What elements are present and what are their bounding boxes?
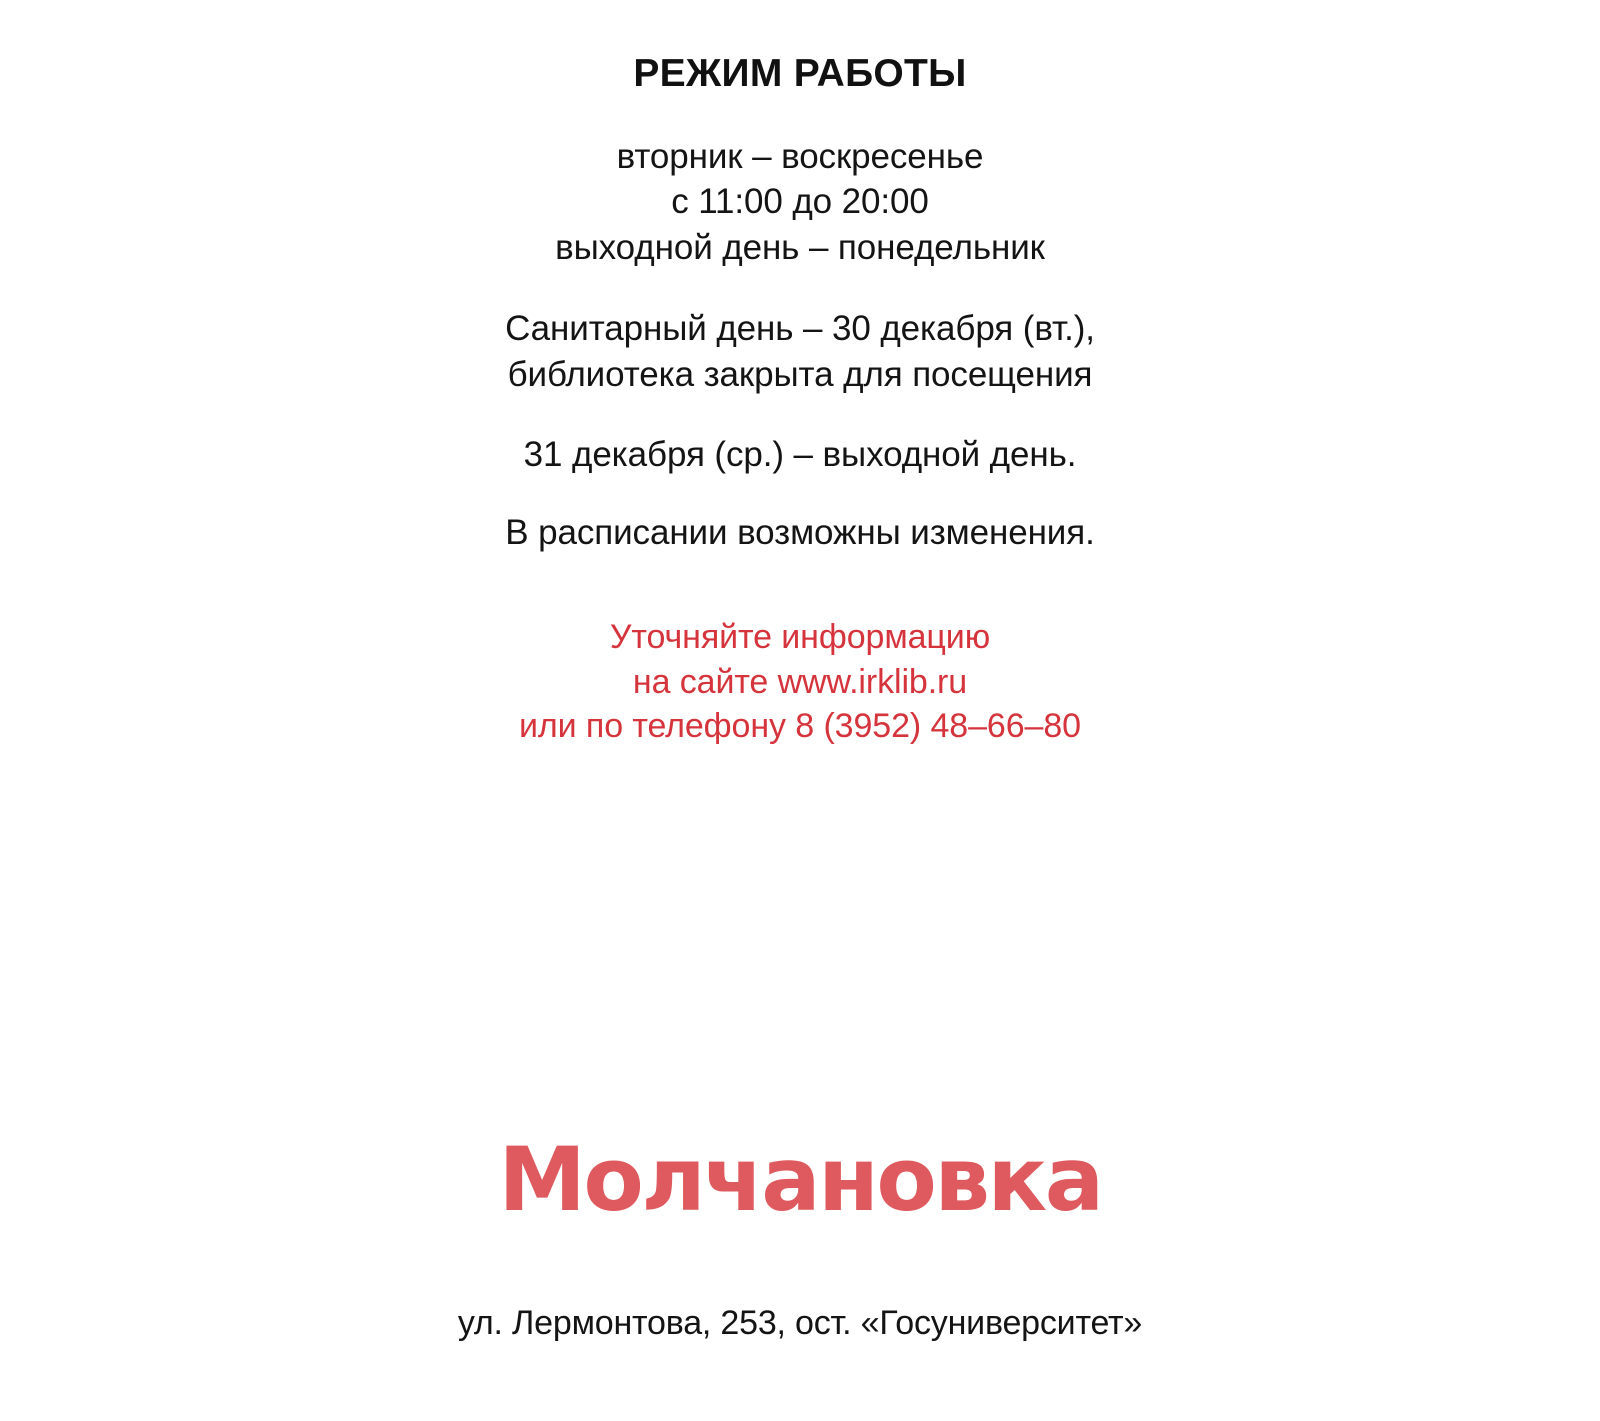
opening-hours-day-off: выходной день – понедельник xyxy=(555,227,1045,267)
contact-information-block xyxy=(0,615,1600,748)
contact-website-line[interactable]: на сайте www.irklib.ru xyxy=(632,662,968,701)
sanitary-day-block xyxy=(0,306,1600,397)
opening-hours-block xyxy=(0,134,1600,271)
footer-address-area xyxy=(0,1302,1600,1345)
schedule-changes-notice xyxy=(0,510,1600,556)
opening-hours-time: с 11:00 до 20:00 xyxy=(671,182,929,222)
holiday-closure-line: 31 декабря (ср.) – выходной день. xyxy=(523,435,1077,475)
footer-address: ул. Лермонтова, 253, ост. «Госуниверситет» xyxy=(457,1304,1143,1342)
page-title: РЕЖИМ РАБОТЫ xyxy=(633,52,967,95)
sanitary-day-line-1: Санитарный день – 30 декабря (вт.), xyxy=(505,309,1095,349)
sanitary-day-line-2: библиотека закрыта для посещения xyxy=(507,354,1093,394)
contact-phone-line[interactable]: или по телефону 8 (3952) 48–66–80 xyxy=(519,706,1081,745)
opening-hours-days: вторник – воскресенье xyxy=(616,136,984,176)
molchanovka-logo[interactable]: Молчановка xyxy=(498,1128,1102,1231)
brand-logo-area xyxy=(0,1128,1600,1231)
contact-prompt-line: Уточняйте информацию xyxy=(609,618,991,657)
schedule-changes-line: В расписании возможны изменения. xyxy=(505,512,1095,552)
holiday-closure-block xyxy=(0,432,1600,478)
